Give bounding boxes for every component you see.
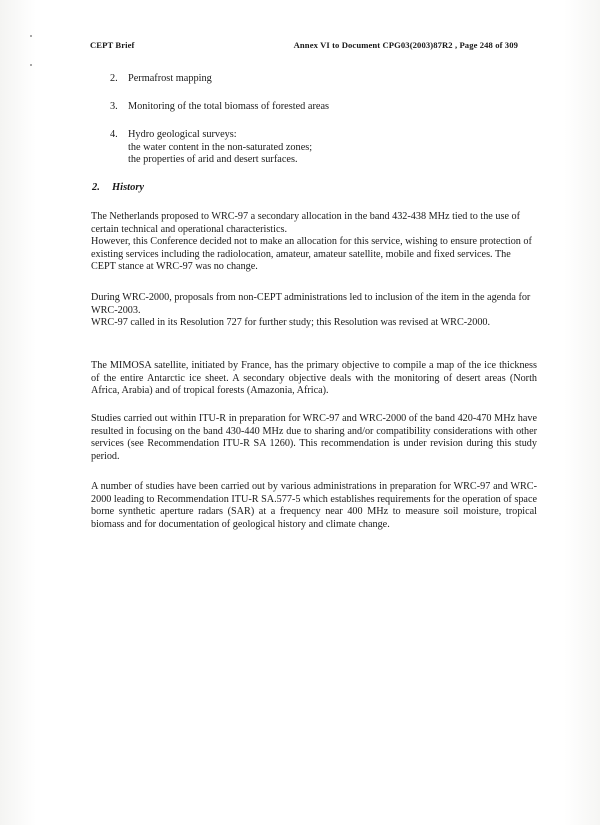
header-document-reference: Annex VI to Document CPG03(2003)87R2 , Page 248 of 309 bbox=[293, 40, 518, 50]
header-title: CEPT Brief bbox=[90, 40, 135, 50]
list-item-text: Monitoring of the total biomass of forested areas bbox=[128, 101, 330, 112]
list-subline: the water content in the non-saturated zones; bbox=[128, 141, 313, 153]
list-item-number: 4. bbox=[110, 129, 118, 140]
list-item bbox=[110, 101, 329, 114]
paragraph bbox=[91, 292, 537, 330]
paragraph-text: Studies carried out within ITU-R in preparation for WRC-97 and WRC-2000 of the band 420-470 MHz have resulted in focusing on the band 430-440 MHz due to sharing and/or compatibility considerations with other services (see Recommendation ITU-R SA 1260). This recommendation is under revision during this study period. bbox=[91, 413, 537, 462]
paragraph-text: A number of studies have been carried out by various administrations in preparation for WRC-97 and WRC-2000 leading to Recommendation ITU-R SA.577-5 which establishes requirements for the operation of space borne synthetic aperture radars (SAR) at a frequency near 400 MHz to measure soil moisture, tropical biomass and for documentation of geological history and climate change. bbox=[91, 481, 537, 530]
list-item bbox=[110, 129, 312, 167]
scan-speck bbox=[30, 35, 32, 37]
paragraph-sentence: WRC-97 called in its Resolution 727 for further study; this Resolution was revised at WRC-2000. bbox=[91, 317, 491, 329]
list-item-text: Hydro geological surveys: bbox=[128, 129, 237, 140]
section-heading bbox=[92, 182, 144, 193]
scan-speck bbox=[30, 64, 32, 66]
list-item-text: Permafrost mapping bbox=[128, 73, 212, 84]
list-item-number: 2. bbox=[110, 73, 118, 84]
list-item bbox=[110, 73, 212, 86]
paragraph-text: The MIMOSA satellite, initiated by France, has the primary objective to compile a map of the ice thickness of the entire Antarctic ice sheet. A secondary objective deals with the monitoring of desert areas (North Africa, Arabia) and of tropical forests (Amazonia, Africa). bbox=[91, 360, 537, 397]
paragraph-sentence: The Netherlands proposed to WRC-97 a secondary allocation in the band 432-438 MHz tied to the use of certain technical and operational characteristics. bbox=[91, 211, 520, 235]
paragraph-sentence: During WRC-2000, proposals from non-CEPT administrations led to inclusion of the item in the agenda for WRC-2003. bbox=[91, 292, 531, 316]
section-title: History bbox=[112, 182, 145, 193]
list-subline: the properties of arid and desert surfaces. bbox=[128, 154, 298, 166]
paragraph-sentence: However, this Conference decided not to make an allocation for this service, wishing to ensure protection of existing services including the radiolocation, amateur, amateur satellite, mobile and fixed services. The CEPT stance at WRC-97 was no change. bbox=[91, 236, 532, 273]
section-number: 2. bbox=[92, 182, 100, 193]
paragraph bbox=[91, 211, 537, 274]
list-item-number: 3. bbox=[110, 101, 118, 112]
paragraph bbox=[91, 360, 537, 398]
paragraph bbox=[91, 481, 537, 531]
paragraph bbox=[91, 413, 537, 463]
